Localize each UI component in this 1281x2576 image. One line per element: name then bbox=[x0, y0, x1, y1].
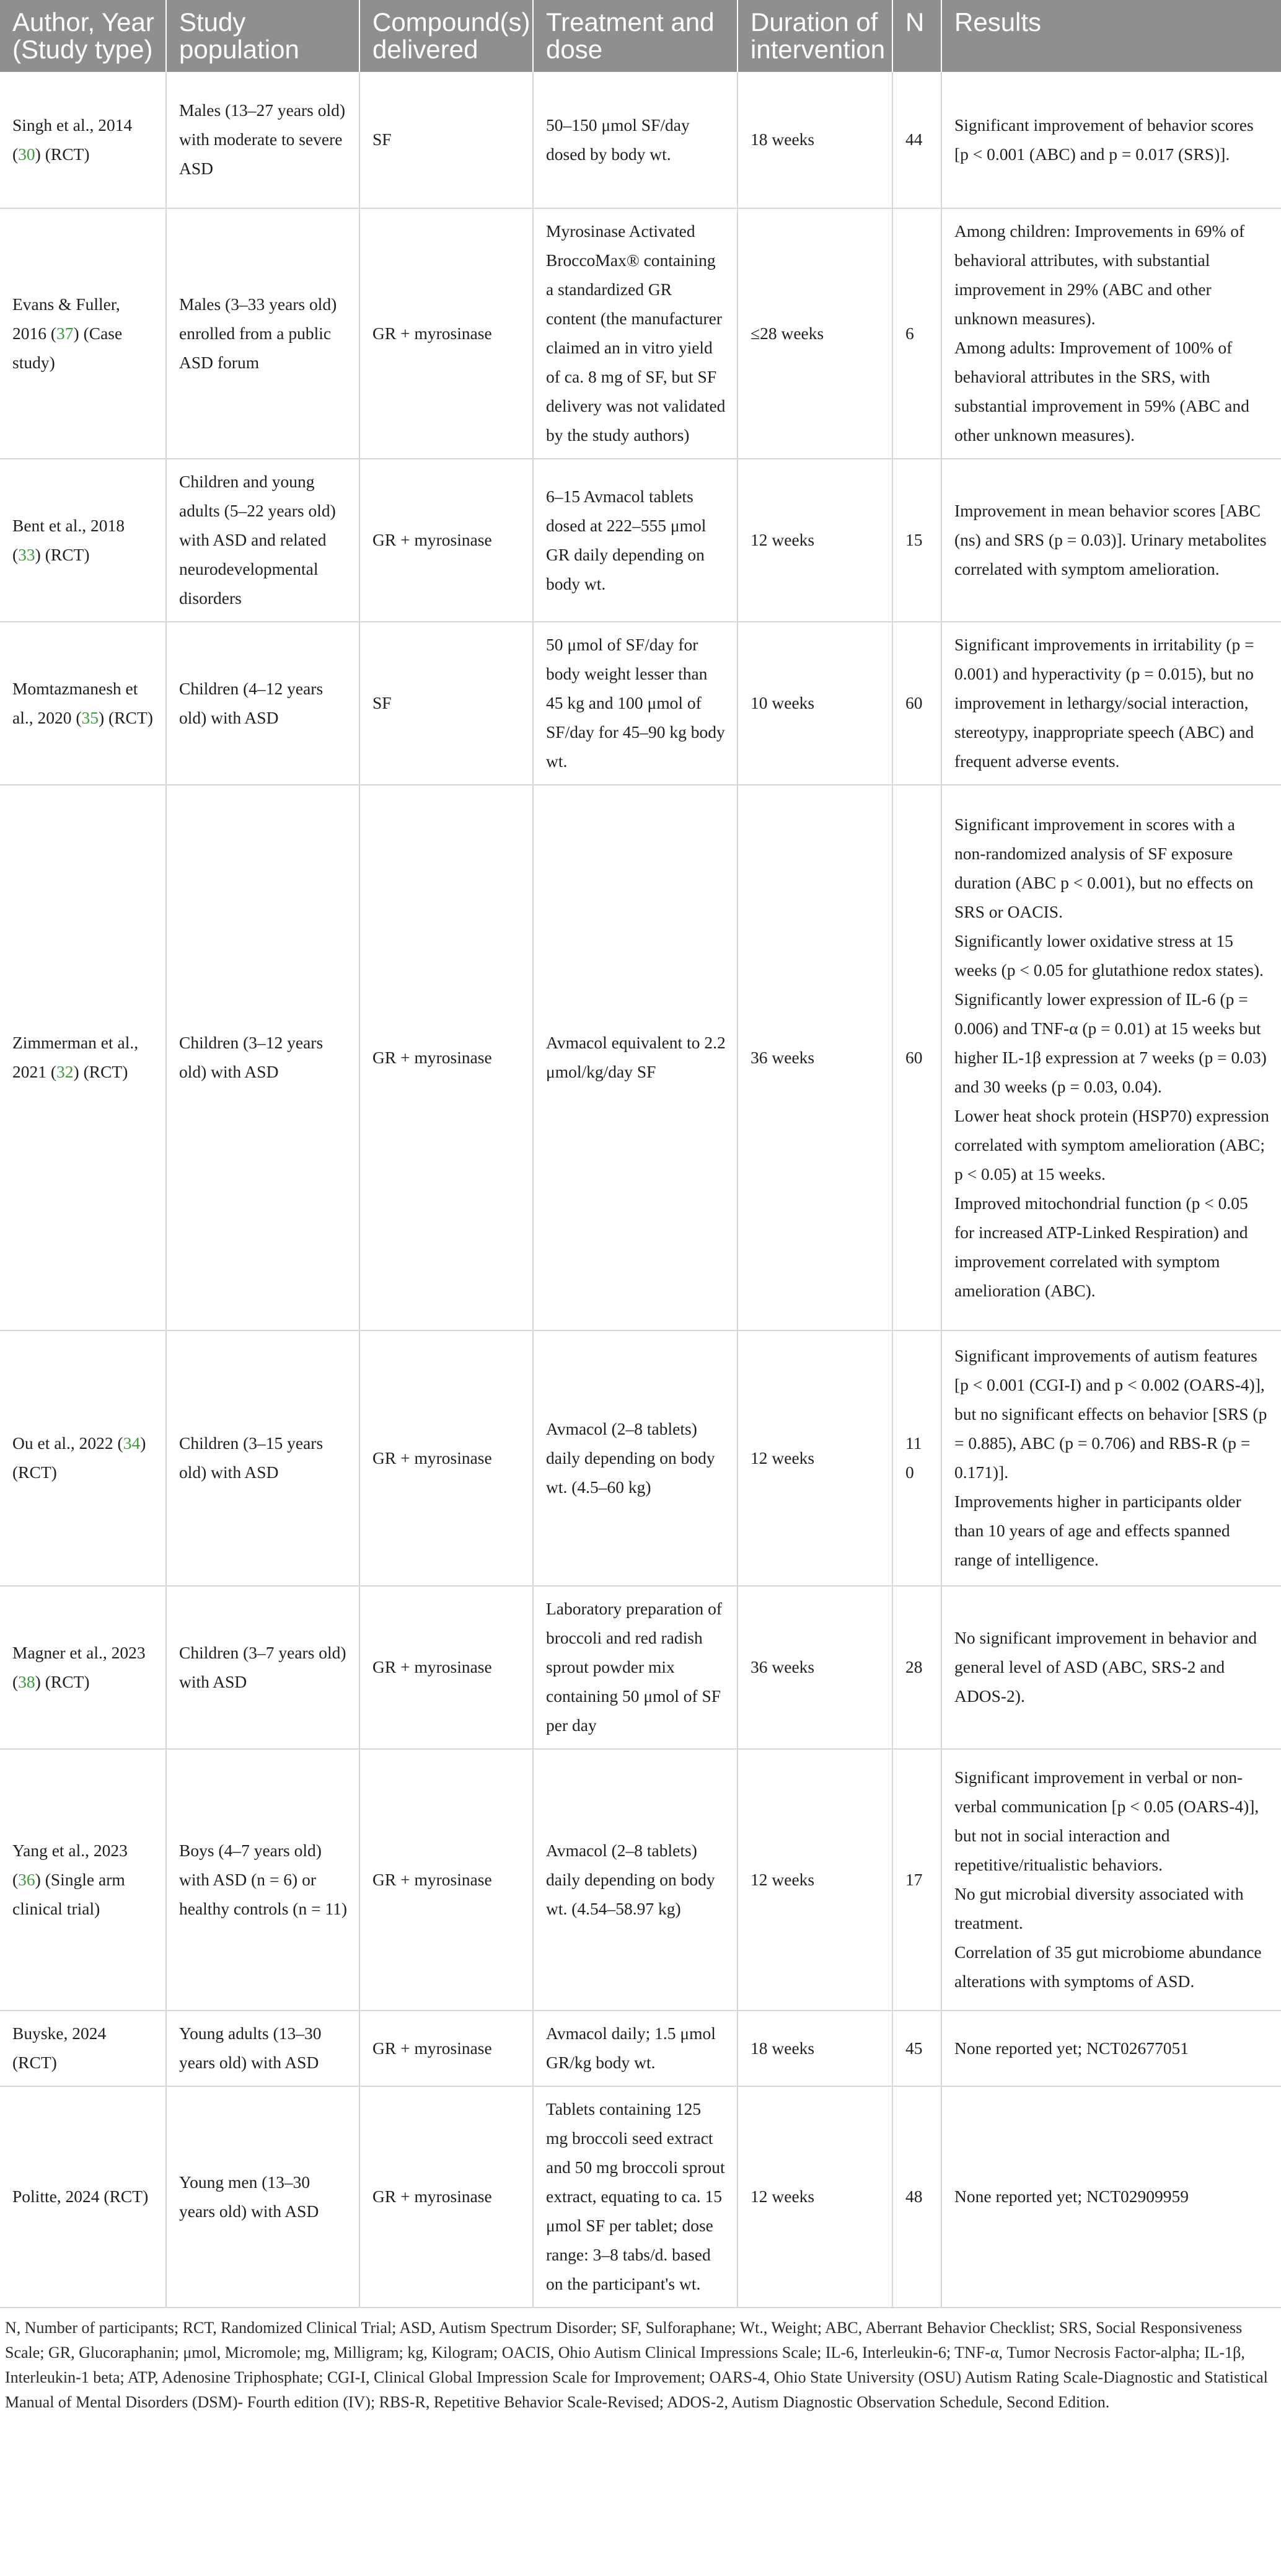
cell-compound: GR + myrosinase bbox=[359, 2086, 533, 2308]
cell-duration: 12 weeks bbox=[737, 1749, 892, 2011]
header-results: Results bbox=[941, 0, 1281, 72]
cell-population: Males (3–33 years old) enrolled from a public ASD forum bbox=[166, 208, 359, 459]
author-text: Buyske, 2024 (RCT) bbox=[12, 2024, 107, 2072]
cell-treatment: Avmacol (2–8 tablets) daily depending on body wt. (4.5–60 kg) bbox=[533, 1330, 737, 1586]
cell-author bbox=[0, 1586, 166, 1749]
author-text: Singh et al., 2014 ( bbox=[12, 115, 133, 164]
table-row bbox=[0, 72, 1281, 208]
cell-results: None reported yet; NCT02677051 bbox=[941, 2011, 1281, 2086]
table-body bbox=[0, 72, 1281, 2308]
author-text: Evans & Fuller, 2016 ( bbox=[12, 294, 120, 343]
reference-link[interactable]: 37 bbox=[56, 323, 74, 343]
author-text: Ou et al., 2022 ( bbox=[12, 1433, 123, 1453]
table-row bbox=[0, 2011, 1281, 2086]
cell-compound: GR + myrosinase bbox=[359, 2011, 533, 2086]
reference-link[interactable]: 36 bbox=[18, 1869, 35, 1889]
cell-population: Males (13–27 years old) with moderate to severe ASD bbox=[166, 72, 359, 208]
table-row bbox=[0, 622, 1281, 785]
cell-author bbox=[0, 459, 166, 622]
cell-population: Children (3–15 years old) with ASD bbox=[166, 1330, 359, 1586]
table-row bbox=[0, 1749, 1281, 2011]
cell-compound: GR + myrosinase bbox=[359, 1330, 533, 1586]
header-duration: Duration of intervention bbox=[737, 0, 892, 72]
cell-duration: 12 weeks bbox=[737, 2086, 892, 2308]
cell-duration: 18 weeks bbox=[737, 2011, 892, 2086]
cell-compound: GR + myrosinase bbox=[359, 785, 533, 1330]
cell-duration: 36 weeks bbox=[737, 785, 892, 1330]
cell-n: 60 bbox=[892, 622, 941, 785]
cell-population: Children (3–12 years old) with ASD bbox=[166, 785, 359, 1330]
cell-n: 48 bbox=[892, 2086, 941, 2308]
table-footnote: N, Number of participants; RCT, Randomized Clinical Trial; ASD, Autism Spectrum Disorder; SF, Sulforaphane; Wt., Weight; ABC, Aberrant Behavior Checklist; SRS, Social Responsiveness Scale; GR, Glucoraphanin; μmol, Micromole; mg, Milligram; kg, Kilogram; OACIS, Ohio Autism Clinical Impressions Scale; IL-6, Interleukin-6; TNF-α, Tumor Necrosis Factor-alpha; IL-1β, Interleukin-1 beta; ATP, Adenosine Triphosphate; CGI-I, Clinical Global Impression Scale for Improvement; OARS-4, Ohio State University (OSU) Autism Rating Scale-Diagnostic and Statistical Manual of Mental Disorders (DSM)- Fourth edition (IV); RBS-R, Repetitive Behavior Scale-Revised; ADOS-2, Autism Diagnostic Observation Schedule, Second Edition. bbox=[5, 2319, 1268, 2411]
cell-author bbox=[0, 2086, 166, 2308]
cell-treatment: 50–150 μmol SF/day dosed by body wt. bbox=[533, 72, 737, 208]
author-text-suffix: ) (RCT) bbox=[99, 707, 153, 727]
cell-duration: 12 weeks bbox=[737, 1330, 892, 1586]
author-text: Magner et al., 2023 ( bbox=[12, 1642, 146, 1691]
cell-results: Significant improvements of autism features [p < 0.001 (CGI-I) and p < 0.002 (OARS-4)], but no significant effects on behavior [SRS (p = 0.885), ABC (p = 0.706) and RBS-R (p = 0.171)]. Improvements higher in participants older than 10 years of age and effects spanned range of intelligence. bbox=[941, 1330, 1281, 1586]
cell-treatment: Myrosinase Activated BroccoMax® containing a standardized GR content (the manufacturer claimed an in vitro yield of ca. 8 mg of SF, but SF delivery was not validated by the study authors) bbox=[533, 208, 737, 459]
cell-results: No significant improvement in behavior and general level of ASD (ABC, SRS-2 and ADOS-2). bbox=[941, 1586, 1281, 1749]
table-row bbox=[0, 1586, 1281, 1749]
cell-population: Boys (4–7 years old) with ASD (n = 6) or healthy controls (n = 11) bbox=[166, 1749, 359, 2011]
cell-treatment: Avmacol daily; 1.5 μmol GR/kg body wt. bbox=[533, 2011, 737, 2086]
cell-treatment: Avmacol equivalent to 2.2 μmol/kg/day SF bbox=[533, 785, 737, 1330]
author-text: Yang et al., 2023 ( bbox=[12, 1840, 128, 1889]
cell-treatment: Avmacol (2–8 tablets) daily depending on body wt. (4.54–58.97 kg) bbox=[533, 1749, 737, 2011]
author-text-suffix: ) (RCT) bbox=[73, 1062, 128, 1081]
cell-author bbox=[0, 208, 166, 459]
cell-treatment: 6–15 Avmacol tablets dosed at 222–555 μmol GR daily depending on body wt. bbox=[533, 459, 737, 622]
reference-link[interactable]: 34 bbox=[123, 1433, 141, 1453]
author-text-suffix: ) (RCT) bbox=[12, 1433, 146, 1482]
header-treatment: Treatment and dose bbox=[533, 0, 737, 72]
author-text-suffix: ) (RCT) bbox=[35, 1671, 90, 1691]
cell-author bbox=[0, 785, 166, 1330]
cell-population: Children (4–12 years old) with ASD bbox=[166, 622, 359, 785]
cell-compound: SF bbox=[359, 622, 533, 785]
cell-author bbox=[0, 1330, 166, 1586]
author-text-suffix: ) (RCT) bbox=[35, 144, 90, 164]
cell-population: Children and young adults (5–22 years old) with ASD and related neurodevelopmental disorders bbox=[166, 459, 359, 622]
cell-n: 28 bbox=[892, 1586, 941, 1749]
cell-results: None reported yet; NCT02909959 bbox=[941, 2086, 1281, 2308]
header-author: Author, Year (Study type) bbox=[0, 0, 166, 72]
author-text: Momtazmanesh et al., 2020 ( bbox=[12, 678, 138, 727]
reference-link[interactable]: 38 bbox=[18, 1671, 35, 1691]
author-text-suffix: ) (Single arm clinical trial) bbox=[12, 1869, 125, 1918]
header-population: Study population bbox=[166, 0, 359, 72]
cell-compound: GR + myrosinase bbox=[359, 208, 533, 459]
cell-compound: GR + myrosinase bbox=[359, 1586, 533, 1749]
cell-duration: 12 weeks bbox=[737, 459, 892, 622]
cell-n: 15 bbox=[892, 459, 941, 622]
header-row bbox=[0, 0, 1281, 72]
cell-duration: 36 weeks bbox=[737, 1586, 892, 1749]
cell-treatment: Tablets containing 125 mg broccoli seed extract and 50 mg broccoli sprout extract, equating to ca. 15 μmol SF per tablet; dose range: 3–8 tabs/d. based on the participant's wt. bbox=[533, 2086, 737, 2308]
cell-n: 44 bbox=[892, 72, 941, 208]
cell-author bbox=[0, 1749, 166, 2011]
table-row bbox=[0, 1330, 1281, 1586]
table-row bbox=[0, 459, 1281, 622]
cell-author bbox=[0, 2011, 166, 2086]
header-n: N bbox=[892, 0, 941, 72]
cell-treatment: 50 μmol of SF/day for body weight lesser than 45 kg and 100 μmol of SF/day for 45–90 kg body wt. bbox=[533, 622, 737, 785]
table-row bbox=[0, 785, 1281, 1330]
cell-n: 17 bbox=[892, 1749, 941, 2011]
author-text-suffix: ) (Case study) bbox=[12, 323, 123, 372]
author-text: Zimmerman et al., 2021 ( bbox=[12, 1033, 139, 1081]
table-row bbox=[0, 2086, 1281, 2308]
cell-compound: SF bbox=[359, 72, 533, 208]
table-row bbox=[0, 208, 1281, 459]
cell-n: 110 bbox=[892, 1330, 941, 1586]
cell-author bbox=[0, 72, 166, 208]
cell-results: Improvement in mean behavior scores [ABC (ns) and SRS (p = 0.03)]. Urinary metabolites correlated with symptom amelioration. bbox=[941, 459, 1281, 622]
cell-results: Significant improvement in verbal or non-verbal communication [p < 0.05 (OARS-4)], but not in social interaction and repetitive/ritualistic behaviors. No gut microbial diversity associated with treatment. Correlation of 35 gut microbiome abundance alterations with symptoms of ASD. bbox=[941, 1749, 1281, 2011]
cell-compound: GR + myrosinase bbox=[359, 459, 533, 622]
reference-link[interactable]: 32 bbox=[56, 1062, 74, 1081]
cell-results: Significant improvements in irritability (p = 0.001) and hyperactivity (p = 0.015), but no improvement in lethargy/social interaction, stereotypy, inappropriate speech (ABC) and frequent adverse events. bbox=[941, 622, 1281, 785]
reference-link[interactable]: 35 bbox=[81, 707, 99, 727]
cell-n: 45 bbox=[892, 2011, 941, 2086]
cell-population: Young adults (13–30 years old) with ASD bbox=[166, 2011, 359, 2086]
cell-n: 60 bbox=[892, 785, 941, 1330]
reference-link[interactable]: 30 bbox=[18, 144, 35, 164]
cell-compound: GR + myrosinase bbox=[359, 1749, 533, 2011]
cell-population: Young men (13–30 years old) with ASD bbox=[166, 2086, 359, 2308]
cell-results: Significant improvement of behavior scores [p < 0.001 (ABC) and p = 0.017 (SRS)]. bbox=[941, 72, 1281, 208]
cell-treatment: Laboratory preparation of broccoli and red radish sprout powder mix containing 50 μmol of SF per day bbox=[533, 1586, 737, 1749]
author-text: Bent et al., 2018 ( bbox=[12, 515, 125, 564]
cell-duration: ≤28 weeks bbox=[737, 208, 892, 459]
cell-n: 6 bbox=[892, 208, 941, 459]
author-text-suffix: ) (RCT) bbox=[35, 544, 90, 564]
author-text: Politte, 2024 (RCT) bbox=[12, 2187, 149, 2206]
cell-duration: 18 weeks bbox=[737, 72, 892, 208]
reference-link[interactable]: 33 bbox=[18, 544, 35, 564]
cell-results: Among children: Improvements in 69% of behavioral attributes, with substantial improvement in 29% (ABC and other unknown measures). Among adults: Improvement of 100% of behavioral attributes in the SRS, with substantial improvement in 59% (ABC and other unknown measures). bbox=[941, 208, 1281, 459]
cell-author bbox=[0, 622, 166, 785]
cell-results: Significant improvement in scores with a non-randomized analysis of SF exposure duration (ABC p < 0.001), but no effects on SRS or OACIS. Significantly lower oxidative stress at 15 weeks (p < 0.05 for glutathione redox states). Significantly lower expression of IL-6 (p = 0.006) and TNF-α (p = 0.01) at 15 weeks but higher IL-1β expression at 7 weeks (p = 0.03) and 30 weeks (p = 0.03, 0.04). Lower heat shock protein (HSP70) expression correlated with symptom amelioration (ABC; p < 0.05) at 15 weeks. Improved mitochondrial function (p < 0.05 for increased ATP-Linked Respiration) and improvement correlated with symptom amelioration (ABC). bbox=[941, 785, 1281, 1330]
cell-population: Children (3–7 years old) with ASD bbox=[166, 1586, 359, 1749]
header-compound: Compound(s) delivered bbox=[359, 0, 533, 72]
cell-duration: 10 weeks bbox=[737, 622, 892, 785]
